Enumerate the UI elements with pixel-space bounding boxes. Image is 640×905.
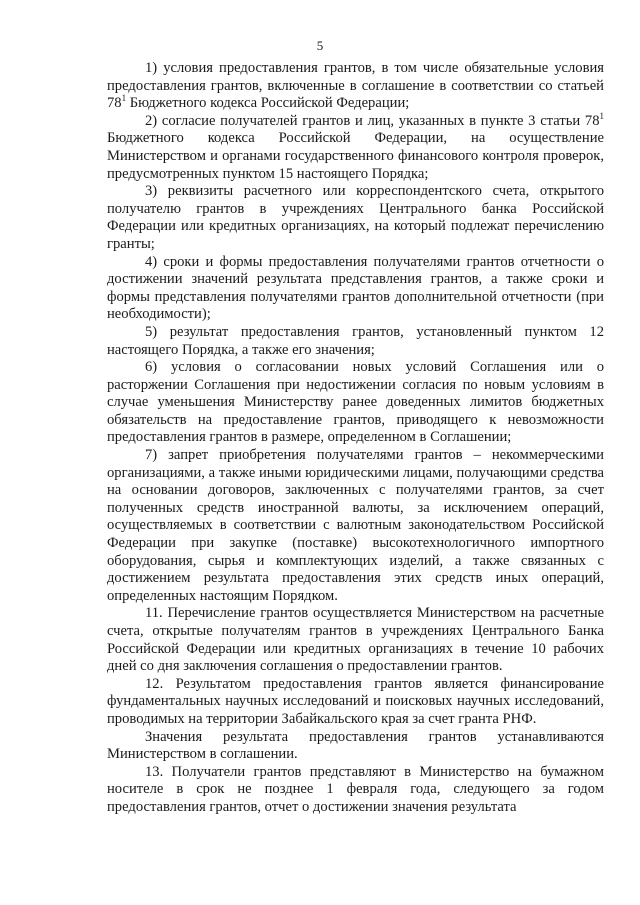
paragraph-item-3: 3) реквизиты расчетного или корреспондентского счета, открытого получателю грантов в учреждениях Центрального банка Российской Федерации или кредитных организациях, на который подлежат перечислению гранты; <box>107 183 604 252</box>
paragraph-item-2 <box>107 110 604 183</box>
paragraph-clause-13: 13. Получатели грантов представляют в Министерство на бумажном носителе в срок не позднее 1 февраля года, следующего за годом предоставления грантов, отчет о достижении значения результата <box>107 763 604 815</box>
page-number: 5 <box>316 38 324 53</box>
paragraph-clause-12: 12. Результатом предоставления грантов является финансирование фундаментальных научных исследований и поисковых научных исследований, проводимых на территории Забайкальского края за счет гранта РНФ. <box>107 675 604 727</box>
paragraph-item-7: 7) запрет приобретения получателями грантов – некоммерческими организациями, а также иными юридическими лицами, получающими средства на основании договоров, заключенных с получателями грантов, за счет полученных средств иностранной валюты, за исключением операций, осуществляемых в соответствии с валютным законодательством Российской Федерации при закупке (поставке) высокотехнологичного импортного оборудования, сырья и комплектующих изделий, а также связанных с достижением результата предоставления этих средств иных операций, определенных настоящим Порядком. <box>107 447 604 604</box>
paragraph-item-1 <box>107 60 604 113</box>
paragraph-text: 1) условия предоставления грантов, в том числе обязательные условия предоставления грантов, включенные в соглашение в соответствии со статьей 78 <box>107 60 604 112</box>
superscript: 1 <box>599 110 604 121</box>
paragraph-item-4: 4) сроки и формы предоставления получателями грантов отчетности о достижении значений результата представления грантов, а также сроки и формы представления получателями грантов дополнительной отчетности (при необходимости); <box>107 253 604 323</box>
paragraph-clause-11: 11. Перечисление грантов осуществляется Министерством на расчетные счета, открытые получателям грантов в учреждениях Центрального Банка Российской Федерации или кредитных организациях в течение 10 рабочих дней со дня заключения соглашения о предоставлении грантов. <box>107 605 604 675</box>
paragraph-text: Бюджетного кодекса Российской Федерации, на осуществление Министерством и органами государственного финансового контроля проверок, предусмотренных пунктом 15 настоящего Порядка; <box>107 130 604 182</box>
paragraph-item-6: 6) условия о согласовании новых условий Соглашения или о расторжении Соглашения при недостижении согласия по новым условиям в случае уменьшения Министерству ранее доведенных лимитов бюджетных обязательств на предоставление грантов, приводящего к невозможности предоставления грантов в размере, определенном в Соглашении; <box>107 359 604 446</box>
paragraph-result-values: Значения результата предоставления грантов устанавливаются Министерством в соглашении. <box>107 728 604 763</box>
paragraph-text: Бюджетного кодекса Российской Федерации; <box>126 95 410 112</box>
paragraph-item-5: 5) результат предоставления грантов, установленный пунктом 12 настоящего Порядка, а также его значения; <box>107 323 604 358</box>
document-body <box>107 60 604 817</box>
superscript: 1 <box>121 93 127 104</box>
paragraph-text: 2) согласие получателей грантов и лиц, указанных в пункте 3 статьи 78 <box>145 112 600 129</box>
